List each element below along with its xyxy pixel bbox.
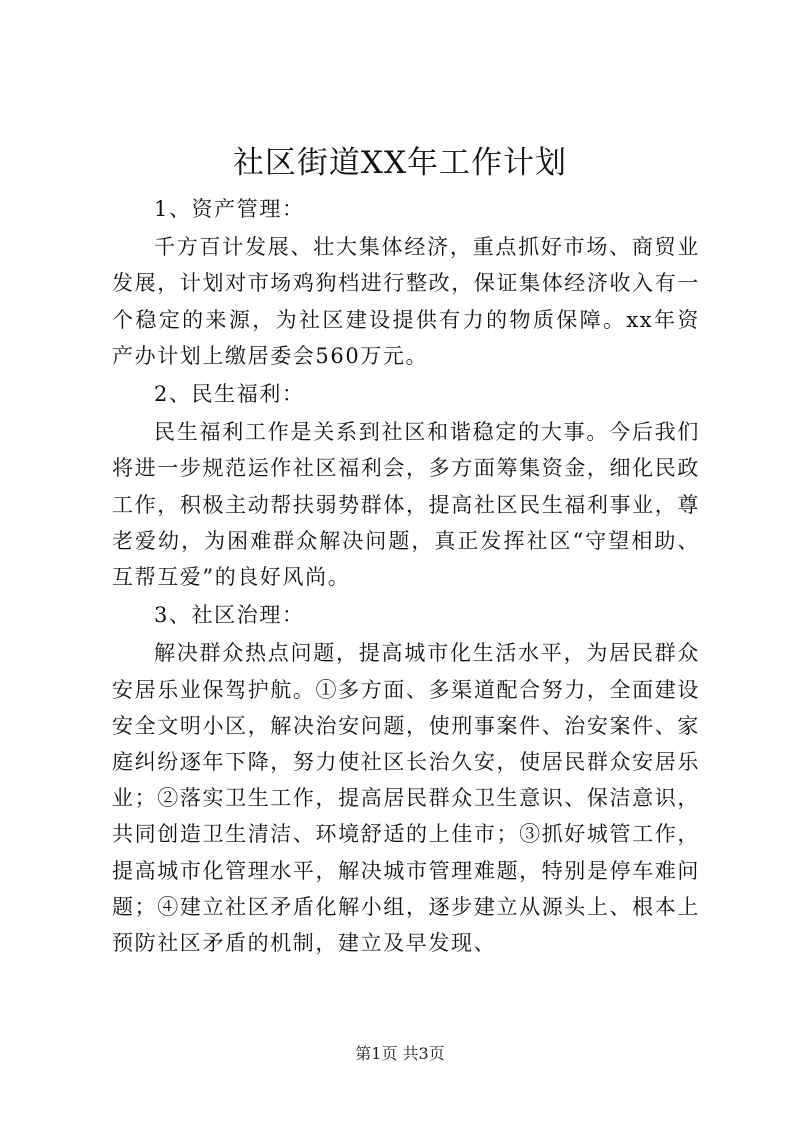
section-heading-governance: 3、社区治理： xyxy=(154,603,305,628)
section-paragraph-governance: 解决群众热点问题，提高城市化生活水平，为居民群众安居乐业保驾护航。①多方面、多渠道配合努力，全面建设安全文明小区，解决治安问题，使刑事案件、治安案件、家庭纠纷逐年下降，努力使社区长治久安，使居民群众安居乐业；②落实卫生工作，提高居民群众卫生意识、保洁意识，共同创造卫生清洁、环境舒适的上佳市；③抓好城管工作，提高城市化管理水平，解决城市管理难题，特别是停车难问题；④建立社区矛盾化解小组，逐步建立从源头上、根本上预防社区矛盾的机制，建立及早发现、 xyxy=(112,641,700,956)
section-heading-assets: 1、资产管理： xyxy=(154,197,305,221)
section-heading-welfare: 2、民生福利： xyxy=(154,382,305,407)
document-title: 社区街道XX年工作计划 xyxy=(232,145,568,181)
document-body xyxy=(112,191,700,961)
page-footer: 第1页 共3页 xyxy=(355,1044,445,1063)
section-paragraph-assets: 千方百计发展、壮大集体经济，重点抓好市场、商贸业发展，计划对市场鸡狗档进行整改，保证集体经济收入有一个稳定的来源，为社区建设提供有力的物质保障。xx年资产办计划上缴居委会560万元。 xyxy=(112,235,700,368)
section-paragraph-welfare: 民生福利工作是关系到社区和谐稳定的大事。今后我们将进一步规范运作社区福利会，多方面筹集资金，细化民政工作，积极主动帮扶弱势群体，提高社区民生福利事业，尊老爱幼，为困难群众解决问题，真正发挥社区“守望相助、互帮互爱”的良好风尚。 xyxy=(112,420,700,590)
